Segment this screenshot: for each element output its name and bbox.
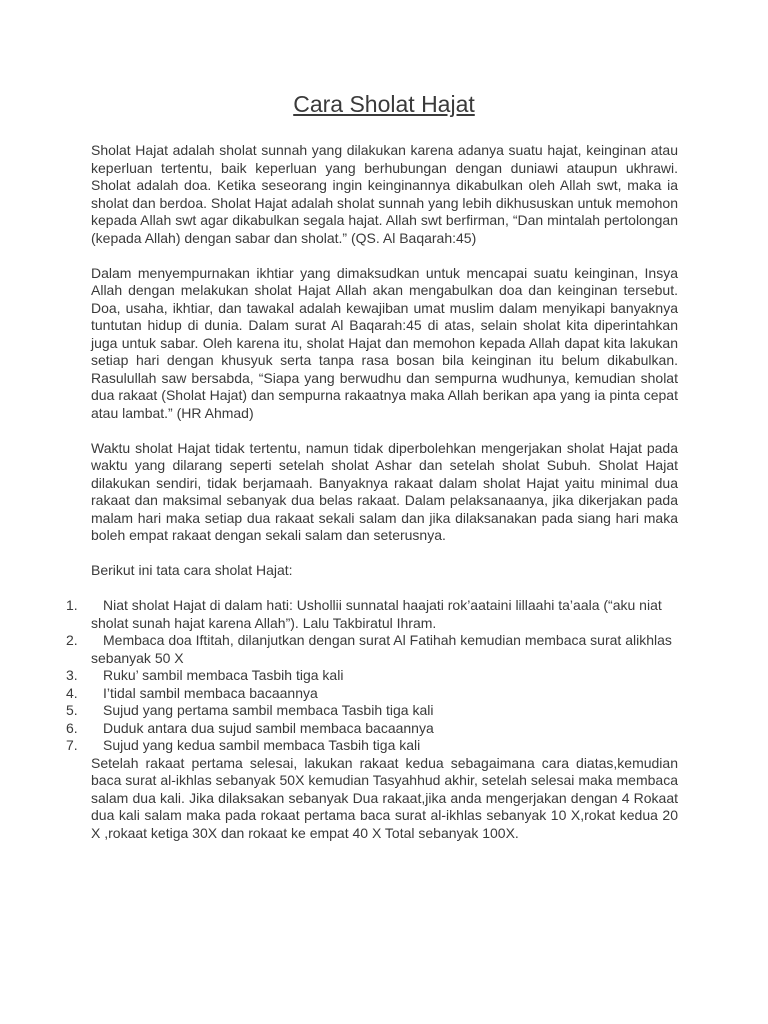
list-item [66,702,678,720]
step-number: 7. [66,737,78,753]
list-item [66,597,678,632]
list-item [66,737,678,755]
paragraph-timing: Waktu sholat Hajat tidak tertentu, namun tidak diperbolehkan mengerjakan sholat Hajat pada waktu yang dilarang seperti setelah sholat Ashar dan setelah sholat Subuh. Sholat Hajat dilakukan sendiri, tidak berjamaah. Banyaknya rakaat dalam sholat Hajat yaitu minimal dua rakaat dan maksimal sebanyak dua belas rakaat. Dalam pelaksanaanya, jika dikerjakan pada malam hari maka setiap dua rakaat sekali salam dan jika dilaksanakan pada siang hari maka boleh empat rakaat dengan sekali salam dan seterusnya. [91,439,678,543]
step-number: 3. [66,667,78,683]
list-item [66,719,678,738]
list-item [66,667,678,685]
step-text: Sujud yang kedua sambil membaca Tasbih tiga kali [103,737,421,753]
steps-list [66,597,678,755]
step-number: 6. [66,719,78,736]
step-number: 4. [66,684,78,701]
step-text: I’tidal sambil membaca bacaannya [103,684,318,701]
list-item [66,684,678,703]
step-number: 2. [66,632,78,648]
paragraph-purpose: Dalam menyempurnakan ikhtiar yang dimaksudkan untuk mencapai suatu keinginan, Insya Allah dengan melakukan sholat Hajat Allah akan mengabulkan doa dan keinginan tersebut. Doa, usaha, ikhtiar, dan tawakal adalah kewajiban umat muslim dalam menyikapi banyaknya tuntutan hidup di dunia. Dalam surat Al Baqarah:45 di atas, selain sholat kita diperintahkan juga untuk sabar. Oleh karena itu, sholat Hajat dan memohon kepada Allah dapat kita lakukan setiap hari dengan khusyuk serta tanpa rasa bosan bila keinginan itu belum dikabulkan. Rasulullah saw bersabda, “Siapa yang berwudhu dan sempurna wudhunya, kemudian sholat dua rakaat (Sholat Hajat) dan sempurna rakaatnya maka Allah berikan apa yang ia pinta cepat atau lambat.” (HR Ahmad) [91,264,678,421]
step-text: Duduk antara dua sujud sambil membaca bacaannya [103,719,434,736]
step-number: 1. [66,597,78,613]
document-body [66,142,678,860]
step-text: Niat sholat Hajat di dalam hati: Ushollii sunnatal haajati rok’aataini lillaahi ta’aala (“aku niat sholat sunah hajat karena Allah”). Lalu Takbiratul Ihram. [91,597,662,631]
step-text: Ruku’ sambil membaca Tasbih tiga kali [103,667,344,683]
list-intro: Berikut ini tata cara sholat Hajat: [91,562,293,578]
step-text: Membaca doa Iftitah, dilanjutkan dengan surat Al Fatihah kemudian membaca surat alikhlas sebanyak 50 X [91,632,672,666]
step-text: Sujud yang pertama sambil membaca Tasbih tiga kali [103,702,434,718]
paragraph-closing: Setelah rakaat pertama selesai, lakukan rakaat kedua sebagaimana cara diatas,kemudian baca surat al-ikhlas sebanyak 50X kemudian Tasyahhud akhir, setelah selesai maka membaca salam dua kali. Jika dilaksakan sebanyak Dua rakaat,jika anda mengerjakan dengan 4 Rokaat dua kali salam maka pada rokaat pertama baca surat al-ikhlas sebanyak 10 X,rokat kedua 20 X ,rokaat ketiga 30X dan rokaat ke empat 40 X Total sebanyak 100X. [91,754,678,841]
step-number: 5. [66,702,78,718]
document-title: Cara Sholat Hajat [293,91,475,117]
paragraph-definition: Sholat Hajat adalah sholat sunnah yang dilakukan karena adanya suatu hajat, keinginan atau keperluan tertentu, baik keperluan yang berhubungan dengan duniawi ataupun ukhrawi. Sholat adalah doa. Ketika seseorang ingin keinginannya dikabulkan oleh Allah swt, maka ia sholat dan berdoa. Sholat Hajat adalah sholat sunnah yang lebih dikhususkan untuk memohon kepada Allah swt agar dikabulkan segala hajat. Allah swt berfirman, “Dan mintalah pertolongan (kepada Allah) dengan sabar dan sholat.” (QS. Al Baqarah:45) [91,142,678,246]
list-item [66,632,678,667]
